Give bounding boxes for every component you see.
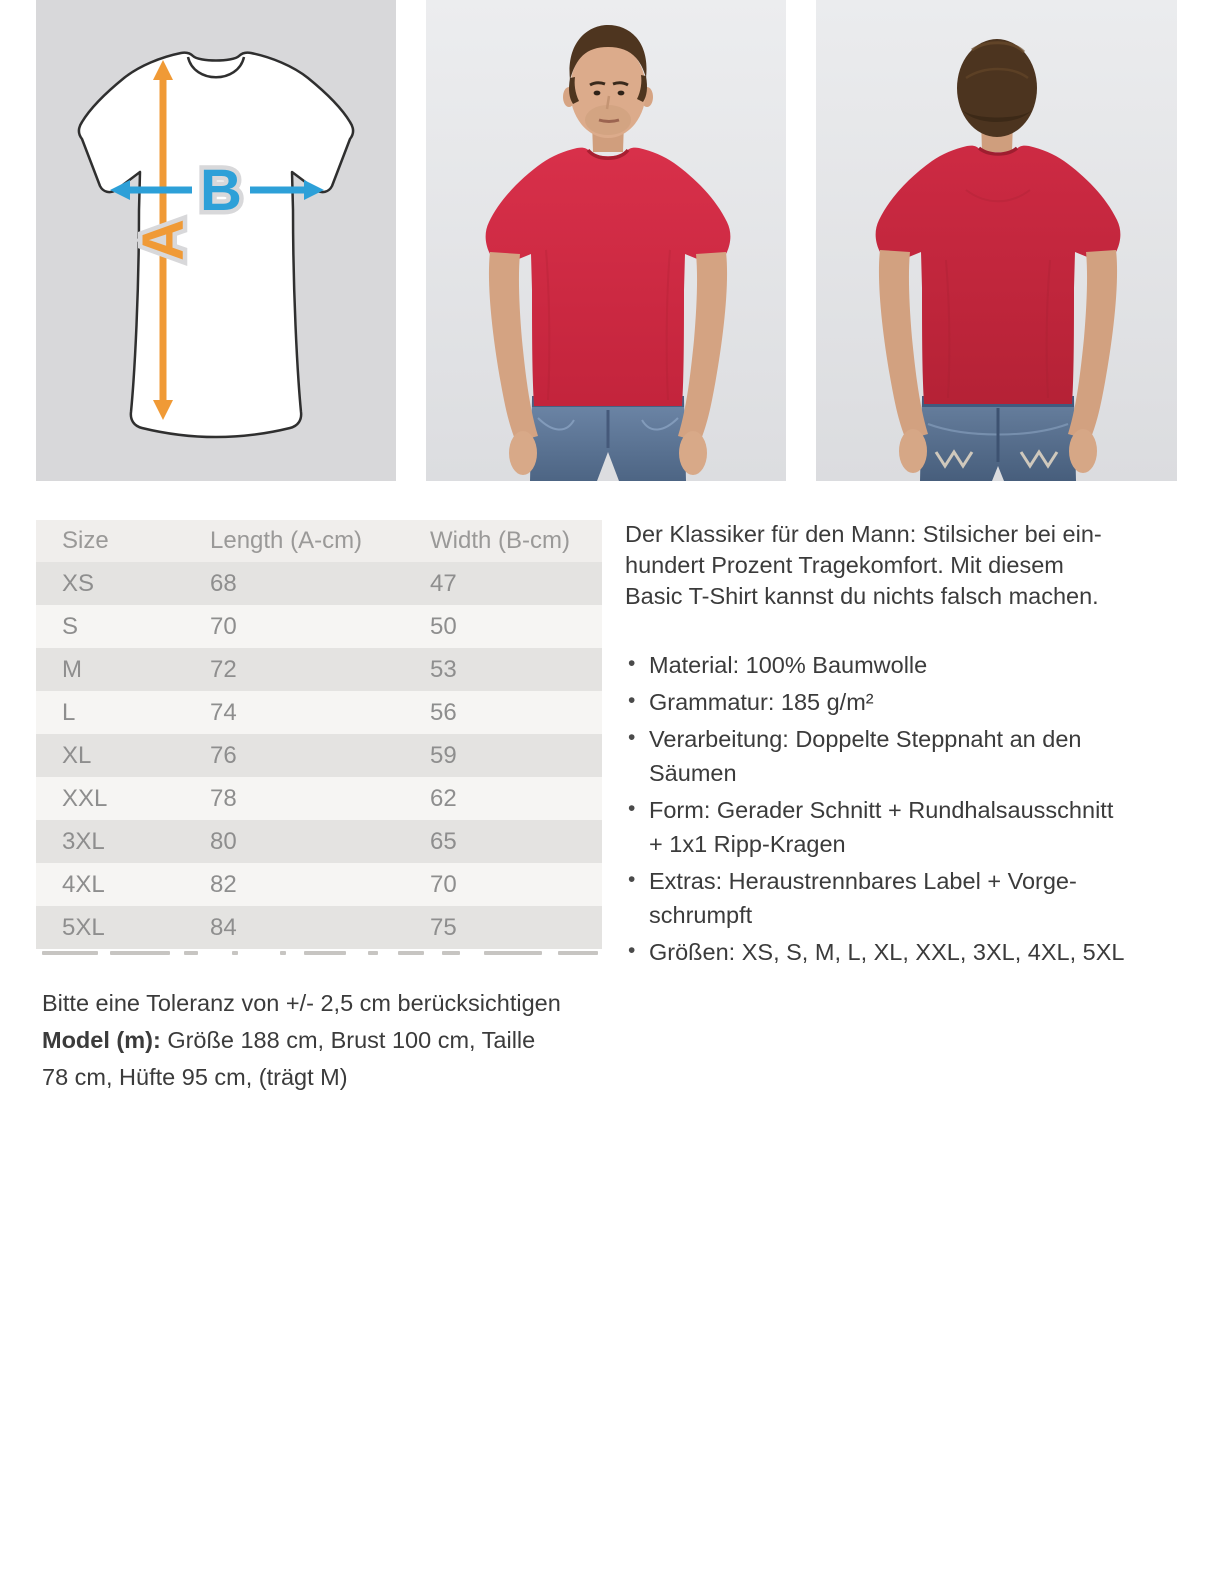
cell-width: 56 bbox=[430, 699, 457, 726]
table-row bbox=[36, 562, 602, 605]
cell-size: S bbox=[62, 613, 79, 640]
table-row bbox=[36, 691, 602, 734]
cell-length: 82 bbox=[210, 871, 237, 898]
label-b: B bbox=[200, 158, 242, 223]
size-table-header bbox=[36, 520, 602, 562]
spec-item-extras: • Extras: Heraustrennbares Label + Vorge- schrumpft bbox=[625, 864, 1185, 932]
cell-size: XXL bbox=[62, 785, 108, 812]
cell-size: 5XL bbox=[62, 914, 105, 941]
table-row bbox=[36, 777, 602, 820]
spec-item-form: • Form: Gerader Schnitt + Rundhalsausschnitt + 1x1 Ripp-Kragen bbox=[625, 793, 1185, 861]
header-size: Size bbox=[62, 527, 109, 554]
model-front-photo bbox=[426, 0, 786, 481]
header-width: Width (B-cm) bbox=[430, 527, 570, 554]
table-row bbox=[36, 820, 602, 863]
cell-size: L bbox=[62, 699, 76, 726]
cell-width: 75 bbox=[430, 914, 457, 941]
model-back-illustration bbox=[816, 0, 1177, 481]
label-a: A bbox=[131, 219, 196, 261]
cell-width: 59 bbox=[430, 742, 457, 769]
table-row bbox=[36, 605, 602, 648]
model-info-line2: 78 cm, Hüfte 95 cm, (trägt M) bbox=[42, 1064, 348, 1090]
cell-length: 74 bbox=[210, 699, 237, 726]
cell-size: 4XL bbox=[62, 871, 105, 898]
product-description bbox=[625, 519, 1185, 972]
cell-length: 84 bbox=[210, 914, 237, 941]
model-label: Model (m): bbox=[42, 1027, 161, 1053]
cell-length: 76 bbox=[210, 742, 237, 769]
size-table bbox=[36, 520, 602, 949]
cell-width: 50 bbox=[430, 613, 457, 640]
table-row bbox=[36, 648, 602, 691]
model-measurements: Größe 188 cm, Brust 100 cm, Taille bbox=[160, 1027, 536, 1053]
table-row bbox=[36, 863, 602, 906]
spec-list bbox=[625, 648, 1185, 969]
cell-width: 53 bbox=[430, 656, 457, 683]
right-hand bbox=[1069, 429, 1097, 473]
cell-length: 78 bbox=[210, 785, 237, 812]
description-intro bbox=[625, 519, 1185, 612]
model-front-illustration bbox=[426, 0, 786, 481]
cropped-row-artifact bbox=[36, 951, 602, 956]
footnote bbox=[42, 985, 622, 1096]
intro-line: Der Klassiker für den Mann: Stilsicher bei ein- bbox=[625, 521, 1102, 547]
cell-length: 80 bbox=[210, 828, 237, 855]
cell-length: 72 bbox=[210, 656, 237, 683]
tolerance-note: Bitte eine Toleranz von +/- 2,5 cm berücksichtigen bbox=[42, 990, 561, 1016]
spec-item-groessen: • Größen: XS, S, M, L, XL, XXL, 3XL, 4XL, 5XL bbox=[625, 935, 1185, 969]
intro-line: Basic T-Shirt kannst du nichts falsch machen. bbox=[625, 583, 1099, 609]
table-row bbox=[36, 906, 602, 949]
cell-width: 70 bbox=[430, 871, 457, 898]
model-back-photo bbox=[816, 0, 1177, 481]
left-hand bbox=[509, 431, 537, 475]
cell-length: 68 bbox=[210, 570, 237, 597]
cell-size: M bbox=[62, 656, 82, 683]
tshirt-measurement-diagram bbox=[36, 0, 396, 481]
header-length: Length (A-cm) bbox=[210, 527, 363, 554]
cell-size: XL bbox=[62, 742, 92, 769]
spec-item-verarbeitung: • Verarbeitung: Doppelte Steppnaht an den Säumen bbox=[625, 722, 1185, 790]
cell-width: 47 bbox=[430, 570, 457, 597]
spec-item-material: • Material: 100% Baumwolle bbox=[625, 648, 1185, 682]
right-hand bbox=[679, 431, 707, 475]
cell-length: 70 bbox=[210, 613, 237, 640]
left-hand bbox=[899, 429, 927, 473]
hair-back bbox=[957, 39, 1037, 137]
cell-size: 3XL bbox=[62, 828, 105, 855]
cell-width: 62 bbox=[430, 785, 457, 812]
model-info-line1 bbox=[42, 1022, 622, 1059]
intro-line: hundert Prozent Tragekomfort. Mit diesem bbox=[625, 552, 1064, 578]
cell-width: 65 bbox=[430, 828, 457, 855]
table-row bbox=[36, 734, 602, 777]
cell-size: XS bbox=[62, 570, 95, 597]
size-diagram-image bbox=[36, 0, 396, 481]
spec-item-grammatur: • Grammatur: 185 g/m² bbox=[625, 685, 1185, 719]
